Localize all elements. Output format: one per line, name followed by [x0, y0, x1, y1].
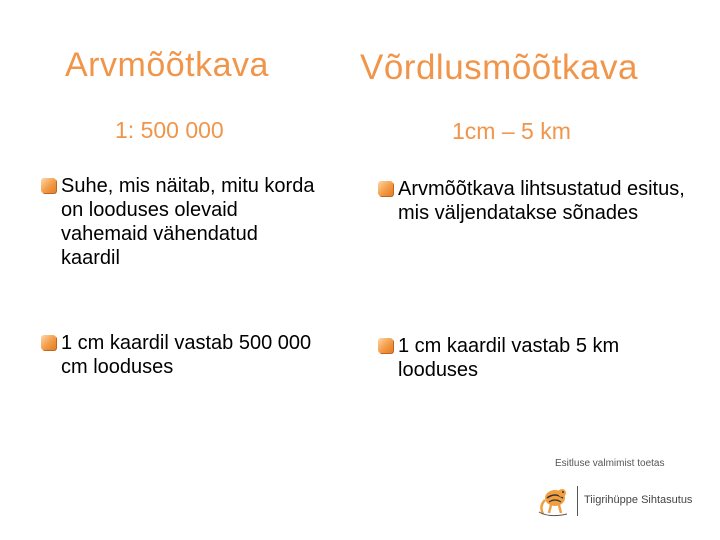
tiger-icon: [535, 482, 580, 522]
left-bullet-definition: [41, 174, 321, 270]
right-bullet-definition: [378, 177, 688, 225]
bullet-text: Arvmõõtkava lihtsustatud esitus, mis väljendatakse sõnades: [398, 178, 685, 224]
bullet-box-icon: [41, 335, 56, 350]
sponsor-note: Esitluse valmimist toetas: [555, 458, 665, 469]
right-column-title: Võrdlusmõõtkava: [360, 48, 638, 87]
bullet-box-icon: [378, 338, 393, 353]
left-bullet-example: [41, 331, 331, 379]
bullet-text: Suhe, mis näitab, mitu korda on looduses olevaid vahemaid vähendatud kaardil: [61, 175, 315, 269]
logo-divider: [577, 486, 578, 516]
right-bullet-example: [378, 334, 678, 382]
sponsor-logo-text: Tiigrihüppe Sihtasutus: [584, 494, 693, 506]
bullet-text: 1 cm kaardil vastab 500 000 cm looduses: [61, 332, 312, 378]
right-column-subtitle: 1cm – 5 km: [452, 118, 571, 144]
bullet-box-icon: [41, 178, 56, 193]
left-column-title: Arvmõõtkava: [65, 46, 269, 84]
bullet-box-icon: [378, 181, 393, 196]
left-column-subtitle: 1: 500 000: [115, 117, 224, 143]
bullet-text: 1 cm kaardil vastab 5 km looduses: [398, 335, 620, 381]
